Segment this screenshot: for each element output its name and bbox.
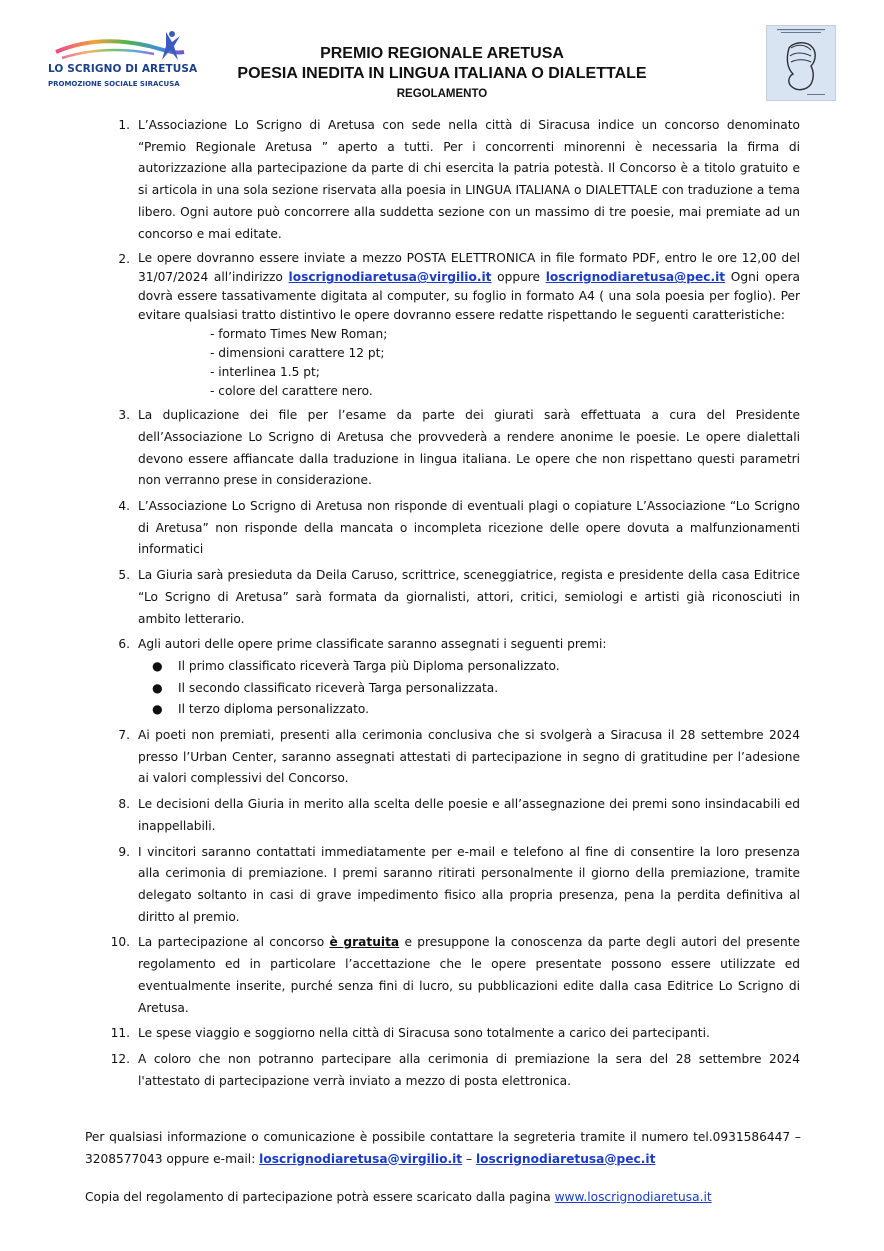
prize-text: Il primo classificato riceverà Targa più Diploma personalizzato. [178, 658, 560, 673]
rule-number: 10. [110, 935, 130, 950]
rule-text: A coloro che non potranno partecipare alla cerimonia di premiazione la sera del 28 settembre 2024 l'attestato di partecipazione verrà inviato a mezzo di posta elettronica. [138, 1051, 800, 1088]
email-link-pec[interactable]: loscrignodiaretusa@pec.it [475, 1151, 656, 1166]
rule-item-1 [108, 115, 800, 245]
rule-number: 5. [118, 568, 130, 583]
email-link-pec[interactable]: loscrignodiaretusa@pec.it [545, 270, 726, 285]
rule-text: L’Associazione Lo Scrigno di Aretusa non risponde di eventuali plagi o copiature L’Associazione “Lo Scrigno di Aretusa” non risponde della mancata o incompleta ricezione delle opere dovuta a malfunzionamenti informatici [138, 499, 800, 557]
rule-text: Agli autori delle opere prime classificate saranno assegnati i seguenti premi: [138, 637, 607, 652]
format-spec: - interlinea 1.5 pt; [210, 365, 320, 380]
bullet-icon: ● [152, 680, 163, 695]
rule-number: 1. [118, 118, 130, 132]
rule-number: 4. [118, 499, 130, 514]
rule-text [138, 932, 800, 1019]
rule-text: Le spese viaggio e soggiorno nella città di Siracusa sono totalmente a carico dei partecipanti. [138, 1026, 710, 1041]
rule-text: Ai poeti non premiati, presenti alla cerimonia conclusiva che si svolgerà a Siracusa il 28 settembre 2024 presso l’Urban Center, saranno assegnati attestati di partecipazione in segno di gratitudine per l’adesione ai valori complessivi del Concorso. [138, 728, 800, 786]
contact-text: Per qualsiasi informazione o comunicazione è possibile contattare la segreteria tramite il numero tel.0931586447 – 3208577043 oppure e-mail: [85, 1130, 801, 1166]
prize-item [138, 678, 800, 700]
rule-item-7 [108, 725, 800, 790]
document-title: PREMIO REGIONALE ARETUSA [320, 45, 564, 62]
rule-number: 2. [118, 252, 130, 267]
rule-item-4 [108, 496, 800, 561]
rule-number: 11. [110, 1026, 130, 1041]
bullet-icon: ● [152, 658, 163, 673]
contact-info [85, 1127, 801, 1170]
prize-text: Il secondo classificato riceverà Targa personalizzata. [178, 680, 499, 695]
format-specs-list [138, 325, 800, 401]
rule-text-part: oppure [491, 270, 546, 285]
rule-text [138, 249, 800, 325]
portrait-profile-icon [767, 26, 835, 100]
rule-text: La Giuria sarà presieduta da Deila Caruso, scrittrice, sceneggiatrice, regista e presidente della casa Editrice “Lo Scrigno di Aretusa” sarà formata da giornalisti, attori, critici, semiologi e artisti già riconosciuti in ambito letterario. [138, 568, 800, 626]
free-entry-emphasis: è gratuita [329, 935, 400, 950]
prize-item [138, 699, 800, 721]
section-heading: REGOLAMENTO [396, 88, 488, 100]
contact-separator: – [462, 1151, 476, 1166]
rule-text: Le decisioni della Giuria in merito alla scelta delle poesie e all’assegnazione dei premi sono insindacabili ed inappellabili. [138, 797, 800, 833]
rule-item-11 [108, 1023, 800, 1045]
rule-text-part: e presuppone la conoscenza da parte degli autori del presente regolamento ed in particolare l’accettazione che le opere presentate possono essere utilizzate ed eventualmente inserite, purché senza fini di lucro, su pubblicazioni edite dalla casa Editrice Lo Scrigno di Aretusa. [138, 935, 801, 1015]
rule-number: 12. [110, 1051, 130, 1066]
download-text: Copia del regolamento di partecipazione potrà essere scaricato dalla pagina [85, 1190, 555, 1204]
association-logo [46, 30, 196, 94]
rule-number: 3. [118, 408, 130, 423]
format-spec: - colore del carattere nero. [210, 384, 373, 399]
website-link[interactable]: www.loscrignodiaretusa.it [554, 1190, 712, 1204]
logo-tagline: PROMOZIONE SOCIALE SIRACUSA [48, 80, 180, 88]
rule-text: La duplicazione dei file per l’esame da parte dei giurati sarà effettuata a cura del Presidente dell’Associazione Lo Scrigno di Aretusa che provvederà a rendere anonime le poesie. Le opere dialettali devono essere affiancate dalla traduzione in lingua italiana. Le opere che non rispettano questi parametri non verranno prese in considerazione. [138, 408, 800, 488]
format-spec: - formato Times New Roman; [210, 327, 388, 342]
rule-item-6 [108, 634, 800, 721]
rule-text-part: Ogni opera dovrà essere tassativamente digitata al computer, su foglio in formato A4 ( una sola poesia per foglio). Per evitare qualsiasi tratto distintivo le opere dovranno essere redatte rispettando le seguenti caratteristiche: [138, 270, 800, 323]
document-subtitle: POESIA INEDITA IN LINGUA ITALIANA O DIALETTALE [237, 65, 647, 82]
document-header [200, 44, 684, 102]
format-spec: - dimensioni carattere 12 pt; [210, 346, 385, 361]
dancer-logo-graphic [54, 30, 194, 66]
download-info [85, 1187, 801, 1209]
rule-item-10 [108, 932, 800, 1019]
rule-text-part: La partecipazione al concorso [138, 935, 330, 950]
rule-text-part: Le opere dovranno essere inviate a mezzo POSTA ELETTRONICA in file formato PDF, entro le ore 12,00 del 31/07/2024 all’indirizzo [138, 251, 800, 285]
rule-item-12 [108, 1049, 800, 1092]
email-link-virgilio[interactable]: loscrignodiaretusa@virgilio.it [259, 1151, 463, 1166]
rule-number: 7. [118, 728, 130, 743]
prize-seal-image [766, 25, 836, 101]
rule-number: 8. [118, 797, 130, 812]
rule-item-3 [108, 405, 800, 492]
prize-item [138, 656, 800, 678]
prize-text: Il terzo diploma personalizzato. [178, 702, 369, 717]
rule-number: 6. [118, 637, 130, 652]
rule-item-5 [108, 565, 800, 630]
bullet-icon: ● [152, 702, 163, 717]
rule-number: 9. [118, 844, 130, 859]
rule-item-8 [108, 794, 800, 837]
rule-text: L’Associazione Lo Scrigno di Aretusa con sede nella città di Siracusa indice un concorso denominato “Premio Regionale Aretusa ” aperto a tutti. Per i concorrenti minorenni è necessaria la firma di autorizzazione alla partecipazione da parte di chi esercita la patria potestà. Il Concorso è a titolo gratuito e si articola in una sola sezione riservata alla poesia in LINGUA ITALIANA o DIALETTALE con traduzione a tema libero. Ogni autore può concorrere alla suddetta sezione con un massimo di tre poesie, mai premiate ad un concorso e mai editate. [138, 118, 800, 241]
regulations-list [108, 115, 800, 1092]
rule-item-9 [108, 842, 800, 929]
rule-item-2 [108, 249, 800, 401]
email-link-virgilio[interactable]: loscrignodiaretusa@virgilio.it [288, 270, 492, 285]
logo-name: LO SCRIGNO DI ARETUSA [48, 63, 198, 75]
rule-text: I vincitori saranno contattati immediatamente per e-mail e telefono al fine di consentire la loro presenza alla cerimonia di premiazione. I premi saranno ritirati personalmente il giorno della premiazione, tramite delegato soltanto in casi di grave impedimento fisico alla propria presenza, pena la perdita definitiva al diritto al premio. [138, 844, 800, 924]
